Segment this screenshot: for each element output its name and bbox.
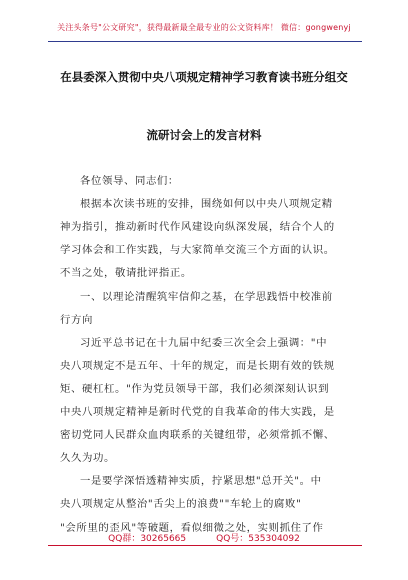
paragraph-line: 不当之处，敬请批评指正。 (60, 267, 192, 280)
paragraph-line: 密切党同人民群众血肉联系的关键纽带，必须常抓不懈、 (60, 429, 335, 442)
paragraph-line: "会所里的歪风"等破题，看似细微之处，实则抓住了作 (60, 521, 324, 534)
section-heading-line: 一、以理论清醒筑牢信仰之基，在学思践悟中校准前 (80, 290, 333, 303)
footer-divider (48, 545, 362, 546)
paragraph-line: 习近平总书记在十九届中纪委三次全会上强调："中 (80, 336, 328, 349)
paragraph-line: 根据本次读书班的安排，围绕如何以中央八项规定精 (80, 198, 333, 211)
paragraph-line: 矩、硬杠杠。"作为党员领导干部，我们必须深刻认识到 (60, 382, 330, 395)
header-divider (48, 41, 362, 42)
footer-qq: QQ号：535304092 (216, 534, 300, 544)
paragraph-line: 央八项规定不是五年、十年的规定，而是长期有效的铁规 (60, 359, 335, 372)
section-heading-line: 行方向 (60, 313, 93, 326)
footer-qq-group: QQ群：30265665 (108, 534, 187, 544)
document-title-line-2: 流研讨会上的发言材料 (146, 128, 262, 142)
paragraph-line: 央八项规定从整治"舌尖上的浪费""车轮上的腐败" (60, 498, 302, 511)
header-banner: 关注头条号"公文研究"，获得最新最全最专业的公文资料库！ 微信：gongwenyj (57, 23, 351, 32)
document-title-line-1: 在县委深入贯彻中央八项规定精神学习教育读书班分组交 (60, 70, 348, 84)
paragraph-line: 神为指引，推动新时代作风建设向纵深发展，结合个人的 (60, 221, 335, 234)
paragraph-line: 久久为功。 (60, 452, 115, 465)
paragraph-line: 中央八项规定精神是新时代党的自我革命的伟大实践，是 (60, 406, 335, 418)
salutation: 各位领导、同志们： (80, 175, 179, 187)
paragraph-line: 学习体会和工作实践，与大家简单交流三个方面的认识。 (60, 244, 335, 257)
paragraph-line: 一是要学深悟透精神实质，拧紧思想"总开关"。中 (80, 475, 322, 488)
